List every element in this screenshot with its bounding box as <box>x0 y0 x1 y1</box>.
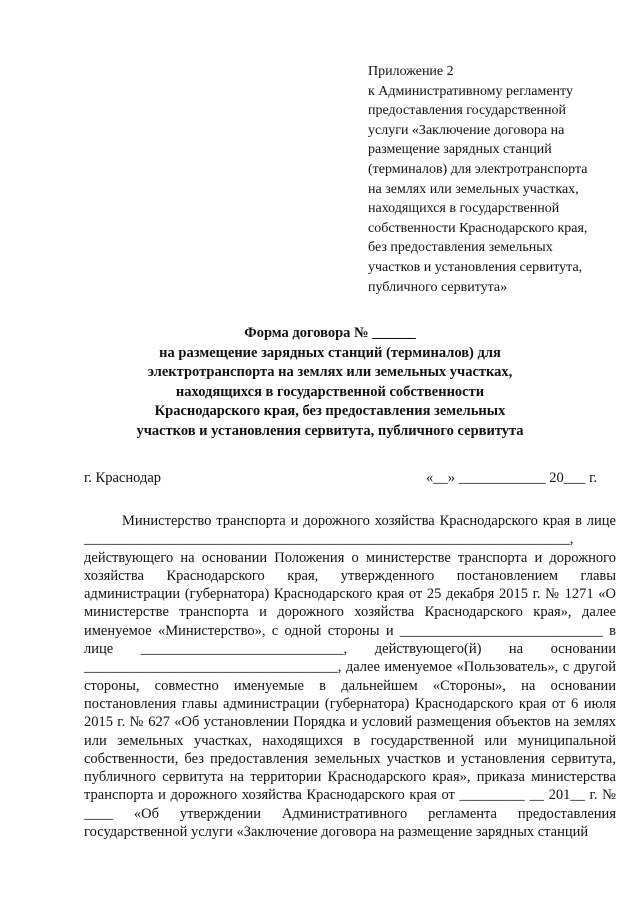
title-line: находящихся в государственной собственности <box>175 383 485 400</box>
appendix-line: собственности Краснодарского края, <box>368 220 588 236</box>
title-line: Форма договора № ______ <box>244 325 416 341</box>
body-paragraph: Министерство транспорта и дорожного хозяйства Краснодарского края в лице ___________________________________________________________________, действующего на основании Положения о министерстве транспорта и дорожного хозяйства Краснодарского края, утвержденного постановлением главы администрации (губернатора) Краснодарского края от 25 декабря 2015 г. № 1271 «О министерстве транспорта и дорожного хозяйства Краснодарского края», далее именуемое «Министерство», с одной стороны и ____________________________ в лице ____________________________, действующего(й) на основании ___________________________________, далее именуемое «Пользователь», с другой стороны, совместно именуемые в дальнейшем «Стороны», на основании постановления главы администрации (губернатора) Краснодарского края от 6 июля 2015 г. № 627 «Об установлении Порядка и условий размещения объектов на землях или земельных участках, находящихся в государственной или муниципальной собственности, без предоставления земельных участков и установления сервитута, публичного сервитута на территории Краснодарского края», приказа министерства транспорта и дорожного хозяйства Краснодарского края от _________ __ 201__ г. № ____ «Об утверждении Административного регламента предоставления государственной услуги «Заключение договора на размещение зарядных станций <box>84 513 616 841</box>
appendix-line: размещение зарядных станций <box>368 142 552 158</box>
appendix-block <box>368 62 630 297</box>
title-line: на размещение зарядных станций (терминалов) для <box>159 344 501 361</box>
contract-date: «__» ____________ 20___ г. <box>426 470 598 486</box>
appendix-line: находящихся в государственной <box>368 201 560 217</box>
title-line: электротранспорта на землях или земельных участках, <box>147 364 513 380</box>
appendix-line: (терминалов) для электротранспорта <box>368 161 588 177</box>
contract-place: г. Краснодар <box>84 470 162 486</box>
document-title <box>60 324 600 441</box>
appendix-line: услуги «Заключение договора на <box>368 122 565 138</box>
appendix-line: предоставления государственной <box>368 103 567 119</box>
title-line: Краснодарского края, без предоставления земельных <box>154 403 506 419</box>
contract-body <box>84 512 616 841</box>
appendix-line: к Административному регламенту <box>368 83 573 99</box>
appendix-line: на землях или земельных участках, <box>368 181 579 197</box>
appendix-line: участков и установления сервитута, <box>368 259 583 275</box>
appendix-line: без предоставления земельных <box>368 240 553 256</box>
appendix-line: публичного сервитута» <box>368 279 508 295</box>
appendix-line: Приложение 2 <box>368 64 454 79</box>
title-line: участков и установления сервитута, публичного сервитута <box>136 422 524 439</box>
